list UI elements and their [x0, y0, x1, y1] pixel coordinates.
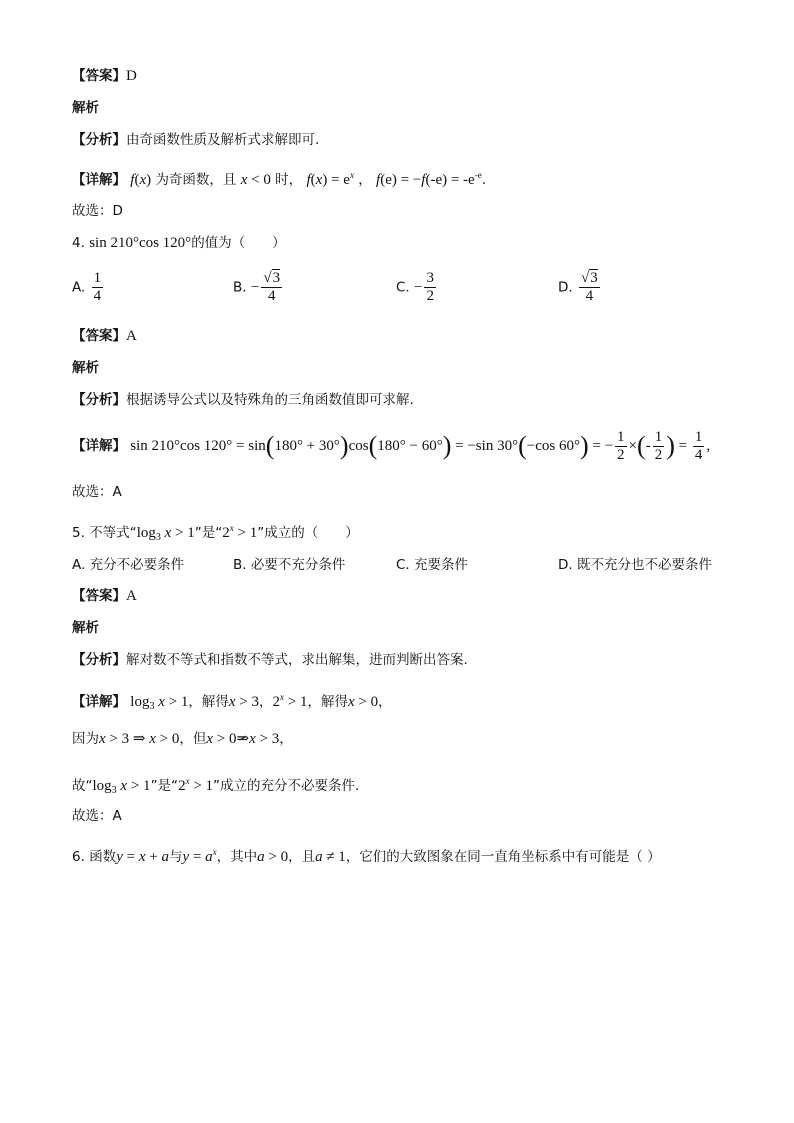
q5-fenxi-line: 【分析】解对数不等式和指数不等式，求出解集，进而判断出答案. — [72, 652, 468, 668]
detail-text-3: ， — [358, 172, 372, 188]
q4-analysis-title: 解析 — [72, 360, 99, 376]
q4-option-a[interactable]: A. $\frac{1}{4}$ — [72, 270, 102, 304]
q4-choice-line: 故选：A — [72, 484, 122, 500]
q5-option-c[interactable]: C. 充要条件 — [396, 557, 469, 573]
detail-text-2: 时， — [275, 172, 303, 188]
q5-option-b[interactable]: B. 必要不充分条件 — [233, 557, 346, 573]
answer-value: D — [126, 68, 137, 84]
q5-analysis-title: 解析 — [72, 620, 99, 636]
q5-option-d[interactable]: D. 既不充分也不必要条件 — [558, 557, 712, 573]
math-fx: f — [130, 172, 135, 188]
q5-stem: 5. 不等式“$\log_3$ x > 1”是“$2^x > 1$”成立的（ ） — [72, 523, 359, 543]
fenxi-text: 由奇函数性质及解析式求解即可. — [126, 132, 320, 148]
detail-math: sin 210°cos 120° = sin — [130, 438, 266, 454]
q4-stem — [72, 233, 286, 253]
q4-option-d[interactable]: D. $\frac{√3}{4}$ — [558, 270, 598, 304]
q5-choice-line: 故选：A — [72, 808, 122, 824]
fenxi-tag: 【分析】 — [72, 132, 126, 148]
q3-answer-line — [72, 66, 137, 86]
detail-tag: 【详解】 — [72, 172, 126, 188]
q4-fenxi-line: 【分析】根据诱导公式以及特殊角的三角函数值即可求解. — [72, 392, 414, 408]
q3-choice-line: 故选：D — [72, 203, 123, 219]
q5-detail-line: 【详解】 $\log_3 x > 1$，解得x > 3，$2^x > 1$，解得x > 0， — [72, 692, 392, 712]
q5-so-line: 故“$\log_3$ x > 1”是“$2^x > 1$”成立的充分不必要条件. — [72, 776, 360, 796]
q4-option-c[interactable]: C. − $\frac{3}{2}$ — [396, 270, 434, 304]
detail-text-1: 为奇函数，且 — [155, 172, 237, 188]
stem-text: 的值为（ ） — [191, 235, 286, 251]
math-cond: x — [240, 172, 248, 188]
question-number: 4. — [72, 235, 85, 251]
q3-detail-line: 【详解】 f(x) 为奇函数，且 x < 0 时， $f(x) = e^x$ ， $f(e) = -f(-e) = -e^{-e}$. — [72, 170, 487, 188]
q4-option-b[interactable]: B. − $\frac{√3}{4}$ — [233, 270, 281, 304]
q3-analysis-title: 解析 — [72, 100, 99, 116]
q6-stem: 6. 函数y = x + a与$y = a^x$，其中a > 0，且a ≠ 1，它们的大致图象在同一直角坐标系中有可能是（ ） — [72, 847, 661, 865]
q5-because-line: 因为x > 3 ⇒ x > 0，但x > 0⇒x > 3， — [72, 731, 293, 747]
q3-fenxi-line — [72, 130, 319, 150]
answer-tag: 【答案】 — [72, 68, 126, 84]
math-expr: sin 210°cos 120° — [89, 235, 192, 251]
q4-answer-line: 【答案】A — [72, 328, 137, 344]
q4-detail-line: 【详解】 sin 210°cos 120° = sin(180° + 30°)cos(180° − 60°) = −sin 30°(−cos 60°) = − $\frac{1}{2}$ ×(- $\frac{1}{2}$ ) = $\frac{1}{4}$ , — [72, 428, 711, 463]
q5-answer-line: 【答案】A — [72, 588, 137, 604]
q5-option-a[interactable]: A. 充分不必要条件 — [72, 557, 185, 573]
